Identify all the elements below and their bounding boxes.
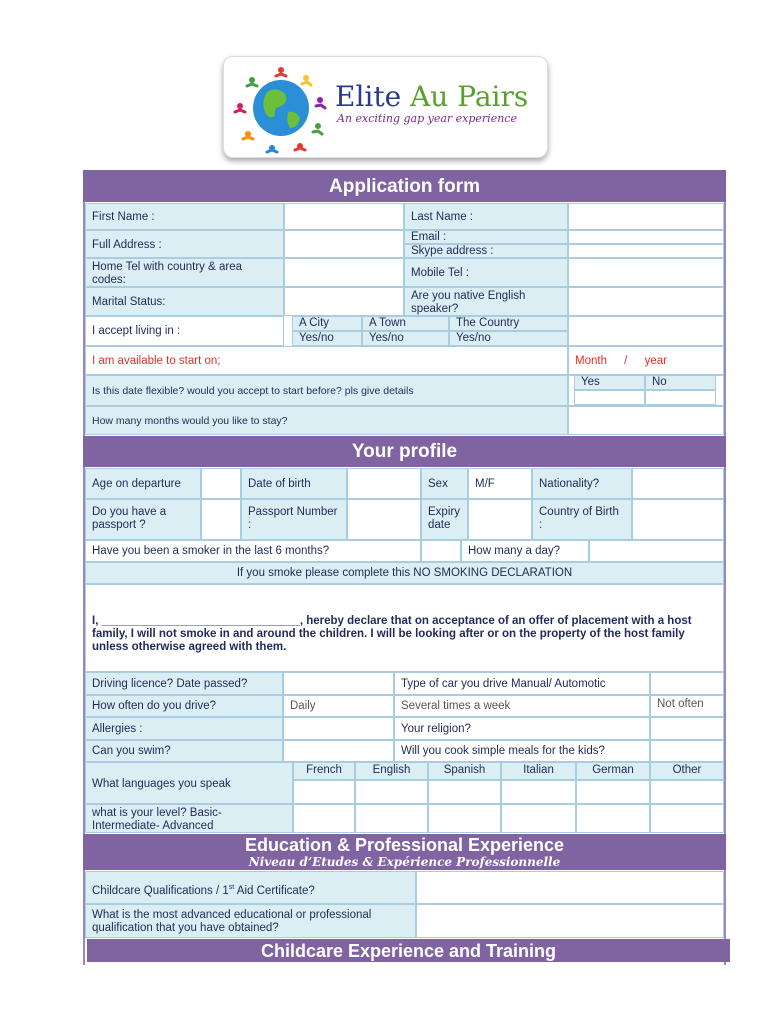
licence-label: Driving licence? Date passed? xyxy=(85,672,283,695)
month-label: Month xyxy=(575,355,607,367)
living-country-label: The Country xyxy=(449,316,568,331)
flexible-no-field[interactable] xyxy=(645,390,716,405)
language-english-field[interactable] xyxy=(355,780,428,804)
email-label: Email : xyxy=(404,230,568,244)
how-many-field[interactable] xyxy=(589,540,724,562)
globe-logo-icon xyxy=(232,62,330,154)
car-type-label: Type of car you drive Manual/ Automotic xyxy=(394,672,650,695)
nationality-label: Nationality? xyxy=(532,468,632,499)
language-german-field[interactable] xyxy=(576,780,650,804)
allergies-label: Allergies : xyxy=(85,717,283,740)
brand-name: Elite Au Pairs xyxy=(335,80,529,113)
first-name-field[interactable] xyxy=(284,203,404,230)
language-spanish: Spanish xyxy=(428,762,501,780)
allergies-field[interactable] xyxy=(283,717,394,740)
passport-number-field[interactable] xyxy=(347,499,421,540)
section-education-header xyxy=(83,834,726,870)
home-tel-field[interactable] xyxy=(284,258,404,287)
age-label: Age on departure xyxy=(85,468,201,499)
months-stay-label: How many months would you like to stay? xyxy=(85,406,568,435)
cook-label: Will you cook simple meals for the kids? xyxy=(394,740,650,762)
advanced-qualification-field[interactable] xyxy=(416,904,724,938)
full-address-field[interactable] xyxy=(284,230,404,258)
year-label: year xyxy=(644,355,667,367)
language-italian-field[interactable] xyxy=(501,780,576,804)
sex-label: Sex xyxy=(421,468,468,499)
start-date-field[interactable] xyxy=(568,346,724,375)
level-italian-field[interactable] xyxy=(501,804,576,833)
flexible-yes-option[interactable]: Yes xyxy=(574,375,645,390)
education-title: Education & Professional Experience xyxy=(244,835,565,855)
skype-field[interactable] xyxy=(568,244,724,258)
language-french: French xyxy=(293,762,355,780)
language-english: English xyxy=(355,762,428,780)
country-birth-label: Country of Birth : xyxy=(532,499,632,540)
first-name-label: First Name : xyxy=(85,203,284,230)
months-stay-field[interactable] xyxy=(568,406,724,435)
language-spanish-field[interactable] xyxy=(428,780,501,804)
education-subtitle: Niveau d’Etudes & Expérience Professionnelle xyxy=(248,855,561,869)
section-application-header: Application form xyxy=(83,170,726,202)
section-profile-header: Your profile xyxy=(83,436,726,467)
available-start-label: I am available to start on; xyxy=(85,346,568,375)
dob-field[interactable] xyxy=(347,468,421,499)
passport-question-label: Do you have a passport ? xyxy=(85,499,201,540)
last-name-label: Last Name : xyxy=(404,203,568,230)
swim-label: Can you swim? xyxy=(85,740,283,762)
living-extra-field[interactable] xyxy=(568,316,724,346)
living-city-choice[interactable]: Yes/no xyxy=(292,331,362,346)
passport-question-field[interactable] xyxy=(201,499,241,540)
childcare-qualifications-field[interactable] xyxy=(416,871,724,904)
home-tel-label: Home Tel with country & area codes: xyxy=(85,258,284,287)
nationality-field[interactable] xyxy=(632,468,724,499)
marital-field[interactable] xyxy=(284,287,404,316)
language-german: German xyxy=(576,762,650,780)
mobile-label: Mobile Tel : xyxy=(404,258,568,287)
email-field[interactable] xyxy=(568,230,724,244)
smoker-field[interactable] xyxy=(421,540,461,562)
drive-several-option[interactable]: Several times a week xyxy=(394,695,650,717)
full-address-label: Full Address : xyxy=(85,230,284,258)
expiry-label: Expiry date xyxy=(421,499,468,540)
advanced-qualification-label: What is the most advanced educational or professional qualification that you have obtained? xyxy=(85,904,416,938)
native-english-label: Are you native English speaker? xyxy=(404,287,568,316)
native-english-field[interactable] xyxy=(568,287,724,316)
living-country-choice[interactable]: Yes/no xyxy=(449,331,568,346)
smoker-label: Have you been a smoker in the last 6 months? xyxy=(85,540,421,562)
level-other-field[interactable] xyxy=(650,804,724,833)
language-other: Other xyxy=(650,762,724,780)
language-french-field[interactable] xyxy=(293,780,355,804)
age-field[interactable] xyxy=(201,468,241,499)
flexible-date-label: Is this date flexible? would you accept to start before? pls give details xyxy=(85,375,568,406)
languages-label: What languages you speak xyxy=(85,762,293,804)
religion-label: Your religion? xyxy=(394,717,650,740)
sex-field[interactable]: M/F xyxy=(468,468,532,499)
living-town-choice[interactable]: Yes/no xyxy=(362,331,449,346)
living-town-label: A Town xyxy=(362,316,449,331)
brand-tagline: An exciting gap year experience xyxy=(337,112,517,125)
flexible-no-option[interactable]: No xyxy=(645,375,716,390)
language-italian: Italian xyxy=(501,762,576,780)
section-childcare-header: Childcare Experience and Training xyxy=(87,939,730,962)
level-english-field[interactable] xyxy=(355,804,428,833)
mobile-field[interactable] xyxy=(568,258,724,287)
living-city-label: A City xyxy=(292,316,362,331)
accept-living-label: I accept living in : xyxy=(85,316,284,346)
level-french-field[interactable] xyxy=(293,804,355,833)
no-smoking-declaration: I, _______________________________, hereby declare that on acceptance of an offer of placement with a host family, I will not smoke in and around the children. I will be looking after or on the property of the host family unless otherwise agreed with them. xyxy=(85,584,724,672)
drive-not-often-option[interactable]: Not often xyxy=(650,695,724,717)
religion-field[interactable] xyxy=(650,717,724,740)
level-label: what is your level? Basic- Intermediate- Advanced xyxy=(85,804,293,833)
childcare-qualifications-label: Childcare Qualifications / 1st Aid Certificate? xyxy=(85,871,416,904)
marital-label: Marital Status: xyxy=(85,287,284,316)
skype-label: Skype address : xyxy=(404,244,568,258)
drive-daily-option[interactable]: Daily xyxy=(283,695,394,717)
cook-field[interactable] xyxy=(650,740,724,762)
flexible-yes-field[interactable] xyxy=(574,390,645,405)
date-separator: / xyxy=(624,355,628,367)
expiry-field[interactable] xyxy=(468,499,532,540)
swim-field[interactable] xyxy=(283,740,394,762)
how-many-label: How many a day? xyxy=(461,540,589,562)
level-german-field[interactable] xyxy=(576,804,650,833)
dob-label: Date of birth xyxy=(241,468,347,499)
car-type-field[interactable] xyxy=(650,672,724,695)
licence-field[interactable] xyxy=(283,672,394,695)
smoke-note: If you smoke please complete this NO SMOKING DECLARATION xyxy=(85,562,724,584)
last-name-field[interactable] xyxy=(568,203,724,230)
passport-number-label: Passport Number : xyxy=(241,499,347,540)
drive-often-label: How often do you drive? xyxy=(85,695,283,717)
country-birth-field[interactable] xyxy=(632,499,724,540)
language-other-field[interactable] xyxy=(650,780,724,804)
level-spanish-field[interactable] xyxy=(428,804,501,833)
